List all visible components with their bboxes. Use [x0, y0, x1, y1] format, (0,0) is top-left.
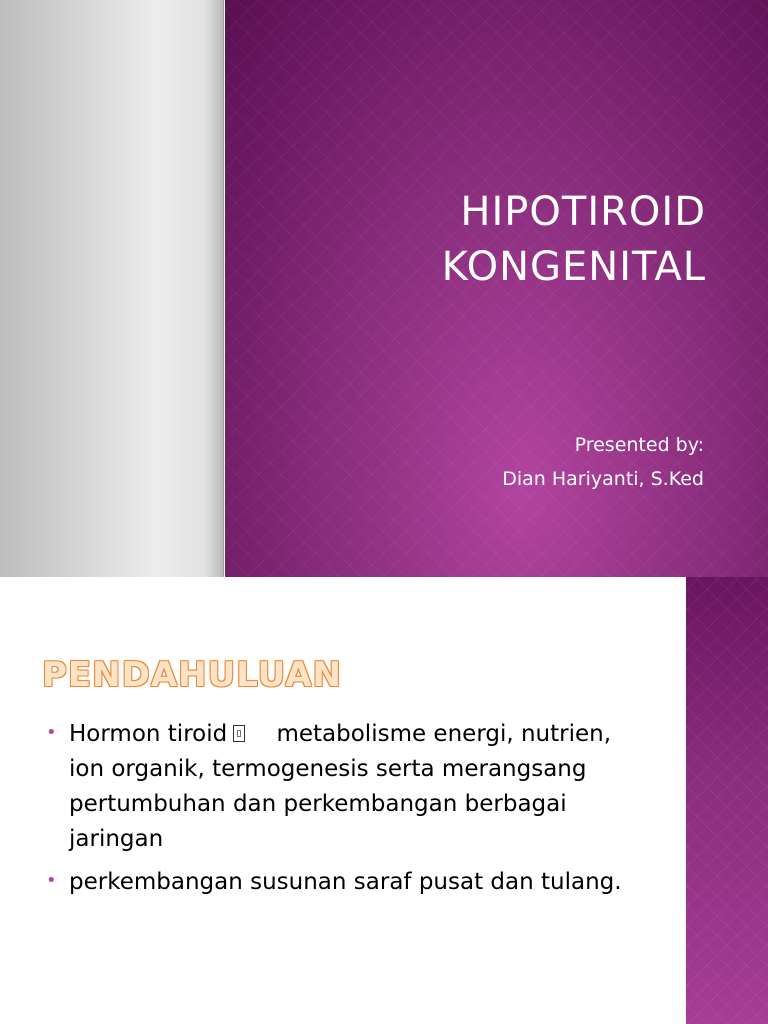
bullet-dot-icon: •: [46, 722, 57, 743]
title-line-1: HIPOTIROID: [460, 189, 706, 235]
bullet-2-text: perkembangan susunan saraf pusat dan tulang.: [69, 869, 622, 895]
slide-heading: PENDAHULUAN: [42, 655, 342, 695]
purple-background-panel: [225, 0, 768, 577]
bullet-dot-icon: •: [46, 870, 57, 891]
bullet-1-text-start: Hormon tiroid: [69, 721, 228, 747]
bullet-list: [42, 717, 642, 908]
slide-title: [442, 185, 706, 295]
purple-side-strip: [686, 577, 768, 1024]
presenter-name: Dian Hariyanti, S.Ked: [502, 468, 704, 490]
list-item: [42, 717, 642, 857]
grey-side-panel: [0, 0, 224, 577]
content-slide: [0, 577, 768, 1024]
bullet-1-text-end: metabolisme energi, nutrien, ion organik, termogenesis serta merangsang pertumbuhan dan perkembangan berbagai jaringan: [69, 721, 612, 852]
title-line-2: KONGENITAL: [441, 244, 706, 290]
presented-by-label: Presented by:: [574, 434, 704, 456]
list-item: [42, 865, 642, 900]
missing-glyph-icon: [233, 725, 245, 742]
presenter-block: [502, 428, 704, 496]
